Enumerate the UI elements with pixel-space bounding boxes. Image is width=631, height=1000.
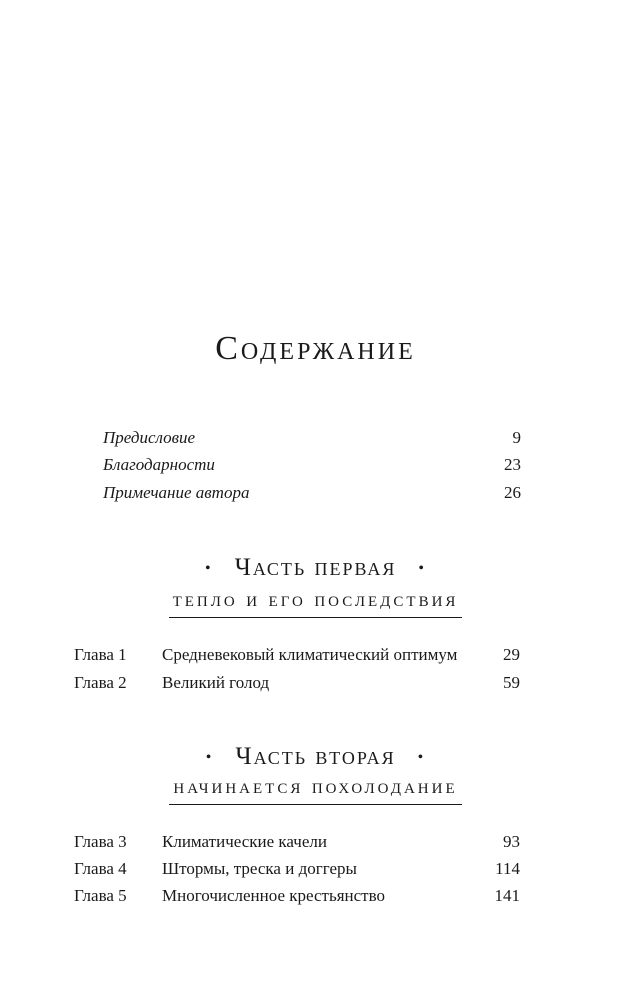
front-matter-label: Предисловие [103,428,196,447]
part-heading-1 [0,554,631,582]
front-matter-page: 9 [512,428,521,447]
part-heading-text: Часть первая [234,554,397,581]
chapter-row-3[interactable] [74,832,520,858]
part-subtitle-2 [0,773,631,805]
chapter-page: 93 [503,832,520,851]
chapter-title: Климатические качели [162,832,327,851]
part-heading-2 [0,743,631,771]
page-title: Содержание [215,330,416,367]
chapter-title: Великий голод [162,673,270,692]
chapter-row-5[interactable] [74,886,520,912]
front-matter-label: Благодарности [103,455,215,474]
chapter-page: 141 [494,886,520,905]
chapter-number: Глава 1 [74,645,127,664]
chapter-row-4[interactable] [74,859,520,885]
part-heading-text: Часть вторая [235,743,396,770]
chapter-title: Многочисленное крестьянство [162,886,386,905]
chapter-number: Глава 5 [74,886,127,905]
part-subtitle-text: начинается похолодание [169,773,461,805]
chapter-page: 59 [503,673,520,692]
front-matter-page: 26 [504,483,521,502]
chapter-row-2[interactable] [74,673,520,699]
part-subtitle-1 [0,586,631,618]
chapter-page: 29 [503,645,520,664]
chapter-row-1[interactable] [74,645,520,671]
part-subtitle-text: тепло и его последствия [169,586,463,618]
front-matter-item-preface[interactable] [103,428,521,452]
bullet-icon: • [418,560,427,578]
bullet-icon: • [204,560,213,578]
chapter-title: Штормы, треска и доггеры [162,859,357,878]
chapter-number: Глава 4 [74,859,127,878]
front-matter-label: Примечание автора [103,483,250,502]
chapter-page: 114 [495,859,520,878]
chapter-title: Средневековый климатический оптимум [162,645,458,664]
front-matter-page: 23 [504,455,521,474]
bullet-icon: • [417,749,426,767]
bullet-icon: • [205,749,214,767]
front-matter-item-acknowledgments[interactable] [103,455,521,479]
chapter-number: Глава 3 [74,832,127,851]
front-matter-item-author-note[interactable] [103,483,521,507]
chapter-number: Глава 2 [74,673,127,692]
